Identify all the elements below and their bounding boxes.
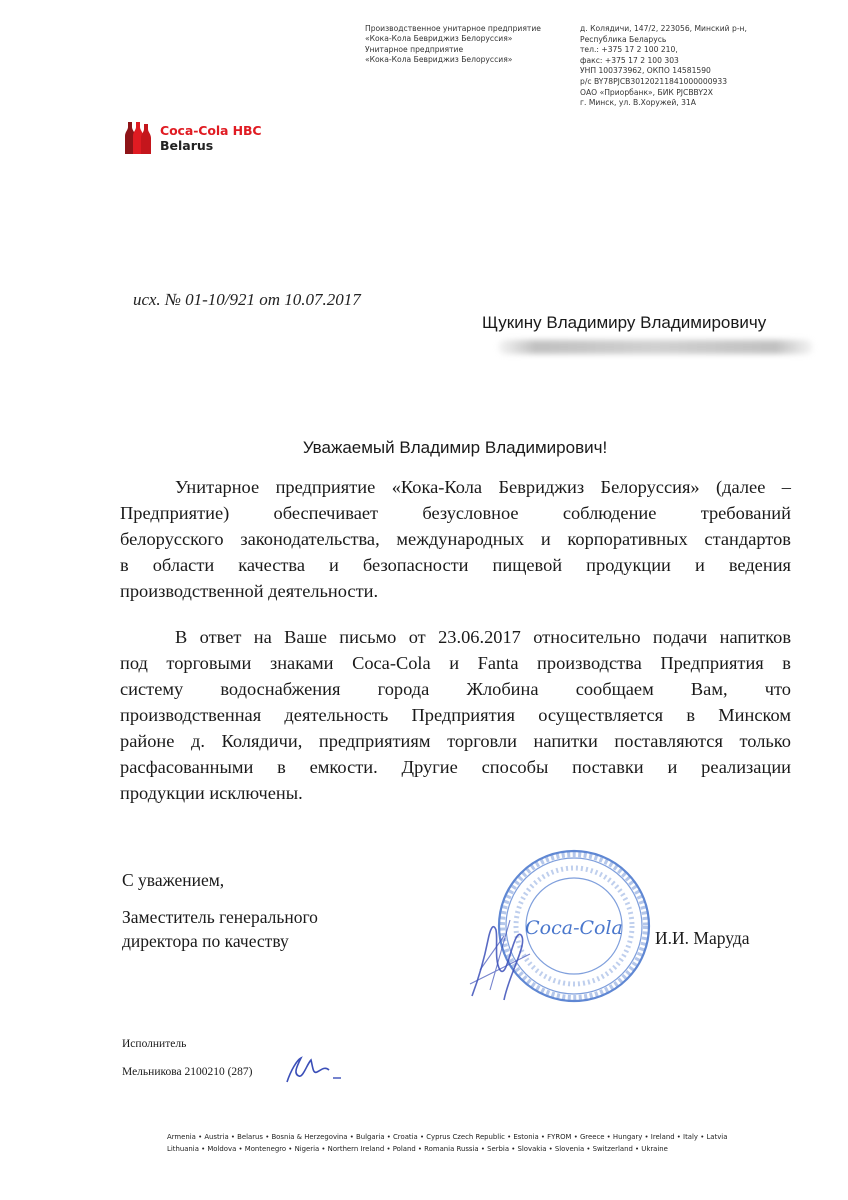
company-logo <box>122 120 262 156</box>
closing: С уважением, <box>122 870 225 890</box>
position-line: директора по качеству <box>122 931 289 951</box>
executor-label: Исполнитель <box>122 1038 187 1050</box>
addressee: Щукину Владимиру Владимировичу <box>482 313 767 332</box>
executor-info: Мельникова 2100210 (287) <box>122 1066 253 1078</box>
paragraph-line: расфасованными в емкости. Другие способы поставки и реализации <box>120 757 791 777</box>
contact-line: г. Минск, ул. В.Хоружей, 31А <box>580 98 696 108</box>
contact-line: Республика Беларусь <box>580 34 667 44</box>
paragraph-line: систему водоснабжения города Жлобина сообщаем Вам, что <box>120 679 791 699</box>
paragraph-line: продукции исключены. <box>120 783 303 803</box>
footer-line: Armenia • Austria • Belarus • Bosnia & Herzegovina • Bulgaria • Croatia • Cyprus Czech Republic • Estonia • FYROM • Greece • Hungary • Ireland • Italy • Latvia <box>167 1133 728 1141</box>
signature <box>460 900 550 1010</box>
logo-country: Belarus <box>160 138 214 153</box>
paragraph-line: производственная деятельность Предприятия осуществляется в Минском <box>120 705 791 725</box>
executor-initials <box>283 1052 343 1086</box>
contact-line: ОАО «Приорбанк», БИК PJCBBY2X <box>580 87 713 97</box>
logo-brand: Coca-Cola HBC <box>160 123 262 138</box>
contact-line: тел.: +375 17 2 100 210, <box>580 45 678 55</box>
salutation-text: Уважаемый Владимир Владимирович! <box>302 438 608 457</box>
company-name-line: «Кока-Кола Бевриджиз Белоруссия» <box>365 54 513 64</box>
paragraph-2 <box>120 624 791 806</box>
footer-line: Lithuania • Moldova • Montenegro • Nigeria • Northern Ireland • Poland • Romania Russia • Serbia • Slovakia • Slovenia • Switzerland • Ukraine <box>167 1145 668 1153</box>
paragraph-line: под торговыми знаками Coca-Cola и Fanta производства Предприятия в <box>120 653 791 673</box>
paragraph-1 <box>120 474 791 604</box>
paragraph-line: Предприятие) обеспечивает безусловное соблюдение требований <box>120 503 791 523</box>
paragraph-line: белорусского законодательства, международных и корпоративных стандартов <box>120 529 791 549</box>
bottles-icon <box>122 120 154 156</box>
logo-text <box>160 123 262 153</box>
position-line: Заместитель генерального <box>122 907 318 927</box>
company-name-line: Производственное унитарное предприятие <box>365 24 541 33</box>
signer-name: И.И. Маруда <box>655 928 750 948</box>
company-name-block <box>365 24 575 65</box>
signer-position <box>122 905 318 953</box>
paragraph-line: районе д. Колядичи, предприятиям торговли напитки поставляются только <box>120 731 791 751</box>
company-name-line: Унитарное предприятие <box>365 44 464 54</box>
company-contacts-block <box>580 24 780 109</box>
paragraph-line: В ответ на Ваше письмо от 23.06.2017 относительно подачи напитков <box>175 627 791 647</box>
country-list-footer <box>167 1131 807 1155</box>
stamp-logo: Coca-Cola <box>525 917 623 939</box>
salutation <box>0 438 848 458</box>
paragraph-line: производственной деятельности. <box>120 581 379 601</box>
contact-line: УНП 100373962, ОКПО 14581590 <box>580 66 711 76</box>
redacted-address <box>498 340 813 354</box>
contact-line: р/с BY78PJCB30120211841000000933 <box>580 76 728 86</box>
paragraph-line: в области качества и безопасности пищевой продукции и ведения <box>120 555 791 575</box>
contact-line: факс: +375 17 2 100 303 <box>580 55 679 65</box>
company-name-line: «Кока-Кола Бевриджиз Белоруссия» <box>365 34 513 44</box>
outgoing-reference: исх. № 01-10/921 от 10.07.2017 <box>133 290 361 309</box>
paragraph-line: Унитарное предприятие «Кока-Кола Бевриджиз Белоруссия» (далее – <box>175 477 791 497</box>
contact-line: д. Колядичи, 147/2, 223056, Минский р-н, <box>580 24 747 33</box>
